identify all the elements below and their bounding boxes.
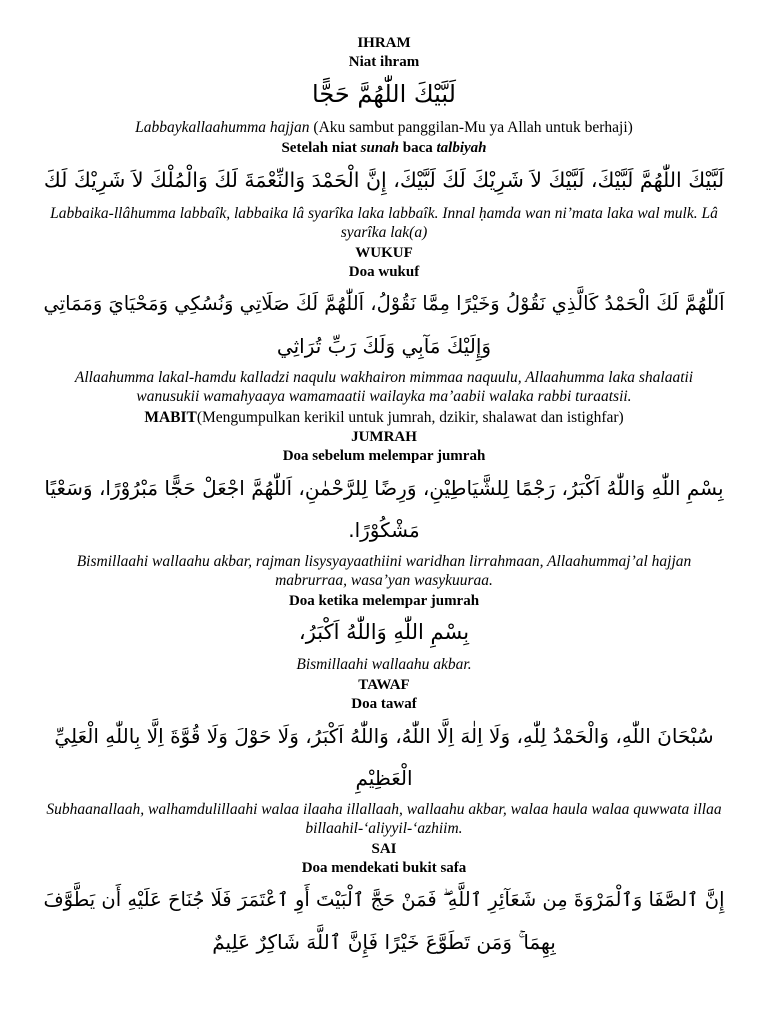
subtitle-niat-ihram: Niat ihram [348,54,420,70]
subtitle-doa-sebelum-jumrah: Doa sebelum melempar jumrah [282,448,486,464]
latin-jumrah-before: Bismillaahi wallaahu akbar, rajman lisysyayaathiini waridhan lirrahmaan, Allaahummaj’al hajjan mabrurraa, wasa’yan wasykuuraa. [76,553,692,589]
arabic-wukuf-line2: وَإِلَيْكَ مَآبِي وَلَكَ رَبِّ تُرَاثِي [276,334,492,358]
latin-tawaf: Subhaanallaah, walhamdulillaahi walaa ilaaha illallaah, wallaahu akbar, walaa haula walaa quwwata illaa billaahil-‘aliyyil-‘azhiim. [46,801,722,837]
subtitle-doa-tawaf: Doa tawaf [351,696,417,712]
section-title-mabit: MABIT [144,409,197,426]
talbiyah-heading-pre: Setelah niat [281,140,361,156]
arabic-wukuf-line1: اَللّٰهُمَّ لَكَ الْحَمْدُ كَالَّذِي نَقُوْلُ وَخَيْرًا مِمَّا نَقُوْلُ، اَللّٰهُمَّ لَكَ صَلَاتِي وَنُسُكِي وَمَحْيَايَ وَمَمَاتِي [43,292,725,315]
arabic-talbiyah: لَبَّيْكَ اللّٰهُمَّ لَبَّيْكَ، لَبَّيْكَ لاَ شَرِيْكَ لَكَ لَبَّيْكَ، إِنَّ الْحَمْدَ وَالنِّعْمَةَ لَكَ وَالْمُلْكَ لاَ شَرِيْكَ لَكَ [43,168,725,192]
arabic-sai-line2: بِهِمَا ۚ وَمَن تَطَوَّعَ خَيْرًا فَإِنَّ ٱللَّهَ شَاكِرٌ عَلِيمٌ [212,930,556,954]
latin-jumrah-during: Bismillaahi wallaahu akbar. [296,656,472,673]
arabic-tawaf-line2: الْعَظِيْمِ [355,766,413,790]
arabic-sai-line1: إِنَّ ٱلصَّفَا وَٱلْمَرْوَةَ مِن شَعَآئِرِ ٱللَّهِ ۖ فَمَنْ حَجَّ ٱلْبَيْتَ أَوِ ٱعْتَمَرَ فَلَا جُنَاحَ عَلَيْهِ أَن يَطَّوَّفَ [43,888,725,911]
latin-talbiyah: Labbaika-llâhumma labbaîk, labbaika lâ syarîka laka labbaîk. Innal ḥamda wan ni’mata laka wal mulk. Lâ syarîka lak(a) [50,205,718,241]
arabic-jumrah-during: بِسْمِ اللّٰهِ وَاللّٰهُ اَكْبَرُ، [298,620,470,644]
mabit-line [36,408,732,428]
section-title-sai: SAI [371,841,397,857]
arabic-jumrah-before-line2: مَشْكُوْرًا. [348,518,420,542]
subtitle-doa-ketika-jumrah: Doa ketika melempar jumrah [288,593,480,609]
latin-wukuf: Allaahumma lakal-hamdu kalladzi naqulu wakhairon mimmaa naquulu, Allaahumma laka shalaatii wanusukii wamahyaaya wamamaatii wailayka ma’aabii walaka rabbi turaatsii. [74,369,694,405]
mabit-note: (Mengumpulkan kerikil untuk jumrah, dzikir, shalawat dan istighfar) [196,409,624,426]
section-title-ihram: IHRAM [357,35,411,51]
section-title-wukuf: WUKUF [355,245,413,261]
arabic-jumrah-before-line1: بِسْمِ اللّٰهِ وَاللّٰهُ اَكْبَرُ، رَجْمًا لِلشَّيَاطِيْنِ، وَرِضًا لِلرَّحْمٰنِ، اَللّٰهُمَّ اجْعَلْ حَجًّا مَبْرُوْرًا، وَسَعْيًا [44,476,724,500]
niat-meaning: (Aku sambut panggilan-Mu ya Allah untuk berhaji) [309,119,633,136]
arabic-niat-ihram: لَبَّيْكَ اللّٰهُمَّ حَجًّا [312,80,456,108]
latin-niat-text: Labbaykallaahumma hajjan [135,119,310,136]
talbiyah-heading-mid: baca [399,140,437,156]
talbiyah-heading [36,139,732,158]
section-title-tawaf: TAWAF [358,677,410,693]
section-title-jumrah: JUMRAH [351,429,417,445]
talbiyah-heading-sunah: sunah [360,140,400,156]
latin-niat-ihram [44,118,724,137]
subtitle-doa-bukit-safa: Doa mendekati bukit safa [301,860,467,876]
subtitle-doa-wukuf: Doa wukuf [348,264,420,280]
talbiyah-heading-word: talbiyah [436,140,487,156]
arabic-tawaf-line1: سُبْحَانَ اللّٰهِ، وَالْحَمْدُ لِلّٰهِ، وَلَا اِلٰهَ اِلَّا اللّٰهُ، وَاللّٰهُ اَكْبَرُ، وَلَا حَوْلَ وَلَا قُوَّةَ اِلَّا بِاللّٰهِ الْعَلِيِّ [54,724,714,748]
